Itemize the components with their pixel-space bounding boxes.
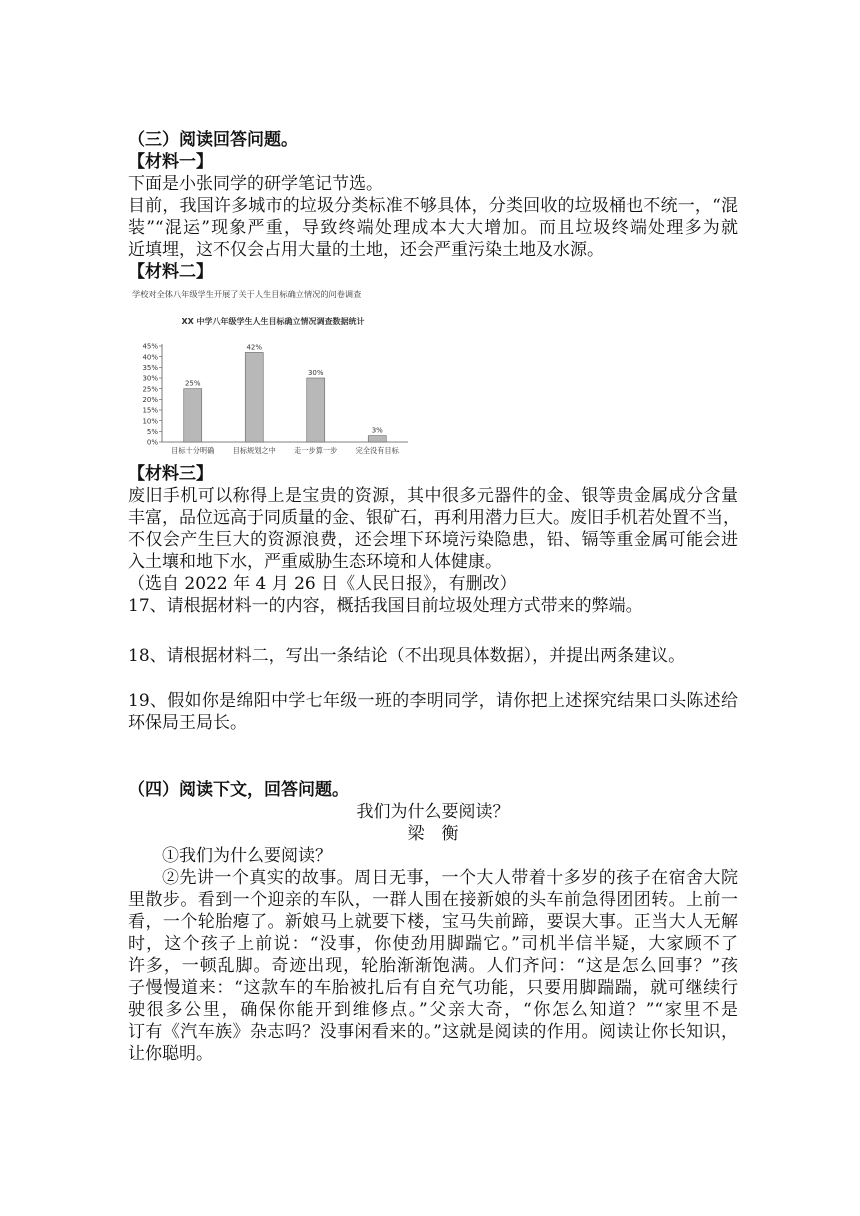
material1-label: 【材料一】 xyxy=(128,152,213,172)
y-tick-label: 45% xyxy=(142,342,158,351)
question-17: 17、请根据材料一的内容，概括我国目前垃圾处理方式带来的弊端。 xyxy=(128,596,643,616)
material2-label: 【材料二】 xyxy=(128,262,213,282)
material3-label: 【材料三】 xyxy=(128,464,213,484)
article-title: 我们为什么要阅读？ xyxy=(356,802,510,822)
source-citation: （选自 2022 年 4 月 26 日《人民日报》，有删改） xyxy=(128,574,517,594)
paragraph-2-line: 子慢慢道来：“这款车的车胎被扎后有自充气功能，只要用脚踹踹，就可继续行 xyxy=(128,978,738,998)
bar-data-label: 3% xyxy=(371,426,383,435)
section3-heading: （三）阅读回答问题。 xyxy=(128,130,298,150)
paragraph-1: ①我们为什么要阅读？ xyxy=(162,846,332,866)
survey-bar-chart xyxy=(128,286,418,460)
y-tick-label: 35% xyxy=(142,363,158,372)
bar-data-label: 30% xyxy=(307,369,324,377)
y-tick-label: 40% xyxy=(142,353,158,362)
question-19-line: 环保局王局长。 xyxy=(128,713,247,733)
y-tick-label: 30% xyxy=(142,374,158,383)
x-category-label: 目标十分明确 xyxy=(171,446,215,455)
material1-line: 下面是小张同学的研学笔记节选。 xyxy=(128,174,383,194)
chart-caption: 学校对全体八年级学生开展了关于人生目标确立情况的问卷调查 xyxy=(132,289,362,299)
bar-data-label: 25% xyxy=(184,379,201,388)
bar xyxy=(368,436,386,442)
material1-line: 装”“混运”现象严重，导致终端处理成本大大增加。而且垃圾终端处理多为就 xyxy=(128,218,738,238)
material3-line: 废旧手机可以称得上是宝贵的资源，其中很多元器件的金、银等贵金属成分含量 xyxy=(128,486,738,506)
y-tick-label: 15% xyxy=(142,406,158,415)
chart-bars xyxy=(171,343,399,455)
material3-line: 丰富，品位远高于同质量的金、银矿石，再利用潜力巨大。废旧手机若处置不当， xyxy=(128,508,740,528)
x-category-label: 完全没有目标 xyxy=(355,446,399,455)
bar-data-label: 42% xyxy=(246,343,263,352)
y-tick-label: 20% xyxy=(142,395,158,404)
y-tick-label: 5% xyxy=(146,427,158,436)
paragraph-2-line: 订有《汽车族》杂志吗？没事闲看来的。”这就是阅读的作用。阅读让你长知识， xyxy=(128,1022,738,1042)
paragraph-2-line: 驶很多公里，确保你能开到维修点。”父亲大奇，“你怎么知道？”“家里不是 xyxy=(128,1000,738,1020)
section4-heading: （四）阅读下文，回答问题。 xyxy=(128,780,349,800)
survey-chart xyxy=(128,286,418,460)
material3-line: 入土壤和地下水，严重威胁生态环境和人体健康。 xyxy=(128,552,502,572)
article-author: 梁 衡 xyxy=(407,824,459,844)
question-18: 18、请根据材料二，写出一条结论（不出现具体数据），并提出两条建议。 xyxy=(128,646,686,666)
question-19-line: 19、假如你是绵阳中学七年级一班的李明同学，请你把上述探究结果口头陈述给 xyxy=(128,691,738,711)
bar xyxy=(245,352,263,442)
y-tick-label: 10% xyxy=(142,417,158,426)
paragraph-2-line: 许多，一顿乱脚。奇迹出现，轮胎渐渐饱满。人们齐问：“这是怎么回事？”孩 xyxy=(128,956,738,976)
y-tick-label: 25% xyxy=(142,385,158,394)
bar xyxy=(307,378,325,442)
material1-line: 近填埋，这不仅会占用大量的土地，还会严重污染土地及水源。 xyxy=(128,240,604,260)
paragraph-2-line: 让你聪明。 xyxy=(128,1044,213,1064)
y-tick-label: 0% xyxy=(146,438,158,447)
bar xyxy=(184,389,202,442)
paragraph-2-line: 时，这个孩子上前说：“没事，你使劲用脚踹它。”司机半信半疑，大家顾不了 xyxy=(128,934,738,954)
x-category-label: 目标规划之中 xyxy=(232,446,276,455)
chart-y-axis xyxy=(142,343,408,447)
material3-line: 不仅会产生巨大的资源浪费，还会埋下环境污染隐患，铅、镉等重金属可能会进 xyxy=(128,530,738,550)
paragraph-2-line: 看，一个轮胎瘪了。新娘马上就要下楼，宝马失前蹄，要误大事。正当大人无解 xyxy=(128,912,738,932)
chart-title: XX 中学八年级学生人生目标确立情况调查数据统计 xyxy=(181,317,365,326)
x-category-label: 走一步算一步 xyxy=(294,446,338,455)
paragraph-2-line: ②先讲一个真实的故事。周日无事，一个大人带着十多岁的孩子在宿舍大院 xyxy=(162,868,738,888)
material1-line: 目前，我国许多城市的垃圾分类标准不够具体，分类回收的垃圾桶也不统一，“混 xyxy=(128,196,738,216)
paragraph-2-line: 里散步。看到一个迎亲的车队，一群人围在接新娘的头车前急得团团转。上前一 xyxy=(128,890,738,910)
